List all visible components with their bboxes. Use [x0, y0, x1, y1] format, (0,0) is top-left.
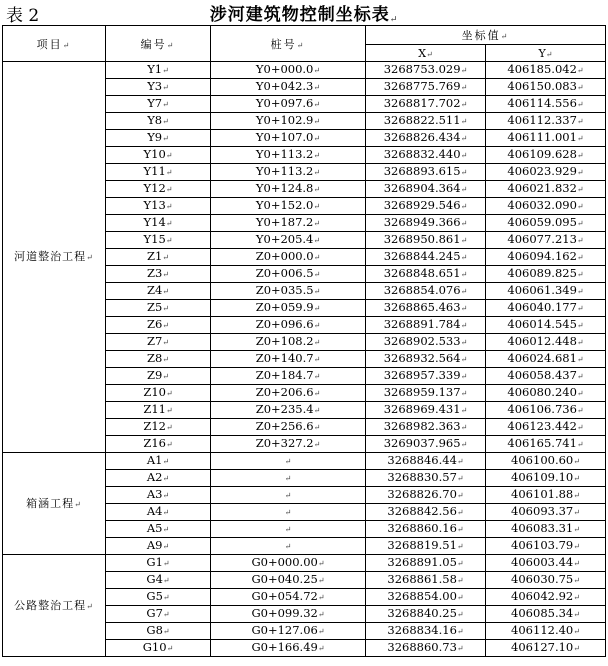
code-cell: Z6↵	[106, 317, 211, 334]
project-cell: 箱涵工程↵	[3, 453, 106, 555]
code-cell: Y15↵	[106, 232, 211, 249]
station-cell: Z0+035.5↵	[211, 283, 366, 300]
station-cell: Y0+152.0↵	[211, 198, 366, 215]
code-cell: G5↵	[106, 589, 211, 606]
station-cell: ↵	[211, 453, 366, 470]
code-cell: A2↵	[106, 470, 211, 487]
y-cell: 406150.083↵	[486, 79, 606, 96]
station-cell: ↵	[211, 504, 366, 521]
x-cell: 3268932.564↵	[366, 351, 486, 368]
header-station: 桩号↵	[211, 26, 366, 62]
code-cell: Z4↵	[106, 283, 211, 300]
y-cell: 406185.042↵	[486, 62, 606, 79]
y-cell: 406089.825↵	[486, 266, 606, 283]
code-cell: Y9↵	[106, 130, 211, 147]
station-cell: G0+166.49↵	[211, 640, 366, 657]
code-cell: Z3↵	[106, 266, 211, 283]
y-cell: 406106.736↵	[486, 402, 606, 419]
y-cell: 406123.442↵	[486, 419, 606, 436]
header-coordinates: 坐标值↵	[366, 26, 606, 45]
x-cell: 3268842.56↵	[366, 504, 486, 521]
code-cell: G1↵	[106, 555, 211, 572]
y-cell: 406112.40↵	[486, 623, 606, 640]
x-cell: 3268753.029↵	[366, 62, 486, 79]
x-cell: 3268822.511↵	[366, 113, 486, 130]
station-cell: Y0+124.8↵	[211, 181, 366, 198]
x-cell: 3268982.363↵	[366, 419, 486, 436]
code-cell: G4↵	[106, 572, 211, 589]
x-cell: 3268860.16↵	[366, 521, 486, 538]
y-cell: 406080.240↵	[486, 385, 606, 402]
code-cell: Z16↵	[106, 436, 211, 453]
x-cell: 3268861.58↵	[366, 572, 486, 589]
y-cell: 406114.556↵	[486, 96, 606, 113]
y-cell: 406103.79↵	[486, 538, 606, 555]
code-cell: Y3↵	[106, 79, 211, 96]
header-row	[3, 26, 606, 45]
code-cell: Z12↵	[106, 419, 211, 436]
y-cell: 406023.929↵	[486, 164, 606, 181]
y-cell: 406077.213↵	[486, 232, 606, 249]
code-cell: A3↵	[106, 487, 211, 504]
x-cell: 3268844.245↵	[366, 249, 486, 266]
station-cell: Z0+235.4↵	[211, 402, 366, 419]
table-caption	[0, 0, 608, 24]
y-cell: 406032.090↵	[486, 198, 606, 215]
x-cell: 3268865.463↵	[366, 300, 486, 317]
table-body	[3, 62, 606, 657]
code-cell: Z5↵	[106, 300, 211, 317]
x-cell: 3268819.51↵	[366, 538, 486, 555]
y-cell: 406059.095↵	[486, 215, 606, 232]
code-cell: Y1↵	[106, 62, 211, 79]
station-cell: Y0+205.4↵	[211, 232, 366, 249]
y-cell: 406109.628↵	[486, 147, 606, 164]
x-cell: 3268817.702↵	[366, 96, 486, 113]
y-cell: 406101.88↵	[486, 487, 606, 504]
code-cell: Z9↵	[106, 368, 211, 385]
code-cell: Y7↵	[106, 96, 211, 113]
station-cell: Y0+107.0↵	[211, 130, 366, 147]
station-cell: Z0+059.9↵	[211, 300, 366, 317]
station-cell: G0+127.06↵	[211, 623, 366, 640]
header-code: 编号↵	[106, 26, 211, 62]
y-cell: 406040.177↵	[486, 300, 606, 317]
station-cell: ↵	[211, 538, 366, 555]
code-cell: Z8↵	[106, 351, 211, 368]
table-title-text: 涉河建筑物控制坐标表	[209, 5, 390, 25]
code-cell: G8↵	[106, 623, 211, 640]
y-cell: 406012.448↵	[486, 334, 606, 351]
x-cell: 3268826.434↵	[366, 130, 486, 147]
station-cell: Y0+097.6↵	[211, 96, 366, 113]
table-row	[3, 62, 606, 79]
station-cell: ↵	[211, 470, 366, 487]
code-cell: A4↵	[106, 504, 211, 521]
station-cell: Y0+113.2↵	[211, 147, 366, 164]
station-cell: Z0+108.2↵	[211, 334, 366, 351]
x-cell: 3268891.784↵	[366, 317, 486, 334]
station-cell: G0+040.25↵	[211, 572, 366, 589]
coordinate-table	[2, 25, 606, 657]
y-cell: 406042.92↵	[486, 589, 606, 606]
station-cell: Y0+000.0↵	[211, 62, 366, 79]
y-cell: 406085.34↵	[486, 606, 606, 623]
station-cell: Y0+042.3↵	[211, 79, 366, 96]
code-cell: Y11↵	[106, 164, 211, 181]
x-cell: 3268959.137↵	[366, 385, 486, 402]
station-cell: Z0+140.7↵	[211, 351, 366, 368]
station-cell: Z0+184.7↵	[211, 368, 366, 385]
header-x: X↵	[366, 45, 486, 62]
code-cell: Y10↵	[106, 147, 211, 164]
station-cell: G0+000.00↵	[211, 555, 366, 572]
x-cell: 3268854.00↵	[366, 589, 486, 606]
x-cell: 3268891.05↵	[366, 555, 486, 572]
code-cell: Y13↵	[106, 198, 211, 215]
code-cell: G7↵	[106, 606, 211, 623]
station-cell: Y0+113.2↵	[211, 164, 366, 181]
x-cell: 3268957.339↵	[366, 368, 486, 385]
station-cell: Z0+256.6↵	[211, 419, 366, 436]
station-cell: Y0+187.2↵	[211, 215, 366, 232]
code-cell: A5↵	[106, 521, 211, 538]
station-cell: Z0+327.2↵	[211, 436, 366, 453]
paragraph-mark: ↵	[389, 15, 399, 25]
code-cell: Y14↵	[106, 215, 211, 232]
code-cell: Z11↵	[106, 402, 211, 419]
station-cell: ↵	[211, 487, 366, 504]
x-cell: 3268969.431↵	[366, 402, 486, 419]
code-cell: Z7↵	[106, 334, 211, 351]
y-cell: 406030.75↵	[486, 572, 606, 589]
y-cell: 406083.31↵	[486, 521, 606, 538]
x-cell: 3268893.615↵	[366, 164, 486, 181]
code-cell: G10↵	[106, 640, 211, 657]
y-cell: 406058.437↵	[486, 368, 606, 385]
table-title	[0, 0, 608, 25]
y-cell: 406100.60↵	[486, 453, 606, 470]
x-cell: 3268848.651↵	[366, 266, 486, 283]
x-cell: 3268834.16↵	[366, 623, 486, 640]
y-cell: 406127.10↵	[486, 640, 606, 657]
station-cell: ↵	[211, 521, 366, 538]
x-cell: 3268846.44↵	[366, 453, 486, 470]
station-cell: Z0+206.6↵	[211, 385, 366, 402]
station-cell: Y0+102.9↵	[211, 113, 366, 130]
x-cell: 3268929.546↵	[366, 198, 486, 215]
x-cell: 3268949.366↵	[366, 215, 486, 232]
y-cell: 406111.001↵	[486, 130, 606, 147]
y-cell: 406003.44↵	[486, 555, 606, 572]
code-cell: Z10↵	[106, 385, 211, 402]
station-cell: Z0+000.0↵	[211, 249, 366, 266]
code-cell: A1↵	[106, 453, 211, 470]
table-row	[3, 555, 606, 572]
x-cell: 3268860.73↵	[366, 640, 486, 657]
x-cell: 3268775.769↵	[366, 79, 486, 96]
x-cell: 3269037.965↵	[366, 436, 486, 453]
x-cell: 3268826.70↵	[366, 487, 486, 504]
x-cell: 3268832.440↵	[366, 147, 486, 164]
x-cell: 3268830.57↵	[366, 470, 486, 487]
table-number: 表 2	[6, 6, 40, 26]
x-cell: 3268840.25↵	[366, 606, 486, 623]
code-cell: A9↵	[106, 538, 211, 555]
x-cell: 3268902.533↵	[366, 334, 486, 351]
y-cell: 406109.10↵	[486, 470, 606, 487]
station-cell: G0+054.72↵	[211, 589, 366, 606]
table-row	[3, 453, 606, 470]
y-cell: 406165.741↵	[486, 436, 606, 453]
y-cell: 406021.832↵	[486, 181, 606, 198]
station-cell: Z0+096.6↵	[211, 317, 366, 334]
x-cell: 3268904.364↵	[366, 181, 486, 198]
y-cell: 406061.349↵	[486, 283, 606, 300]
header-project: 项目↵	[3, 26, 106, 62]
code-cell: Z1↵	[106, 249, 211, 266]
station-cell: G0+099.32↵	[211, 606, 366, 623]
x-cell: 3268854.076↵	[366, 283, 486, 300]
code-cell: Y8↵	[106, 113, 211, 130]
station-cell: Z0+006.5↵	[211, 266, 366, 283]
y-cell: 406094.162↵	[486, 249, 606, 266]
project-cell: 公路整治工程↵	[3, 555, 106, 657]
code-cell: Y12↵	[106, 181, 211, 198]
project-cell: 河道整治工程↵	[3, 62, 106, 453]
x-cell: 3268950.861↵	[366, 232, 486, 249]
y-cell: 406014.545↵	[486, 317, 606, 334]
header-y: Y↵	[486, 45, 606, 62]
y-cell: 406093.37↵	[486, 504, 606, 521]
y-cell: 406112.337↵	[486, 113, 606, 130]
y-cell: 406024.681↵	[486, 351, 606, 368]
